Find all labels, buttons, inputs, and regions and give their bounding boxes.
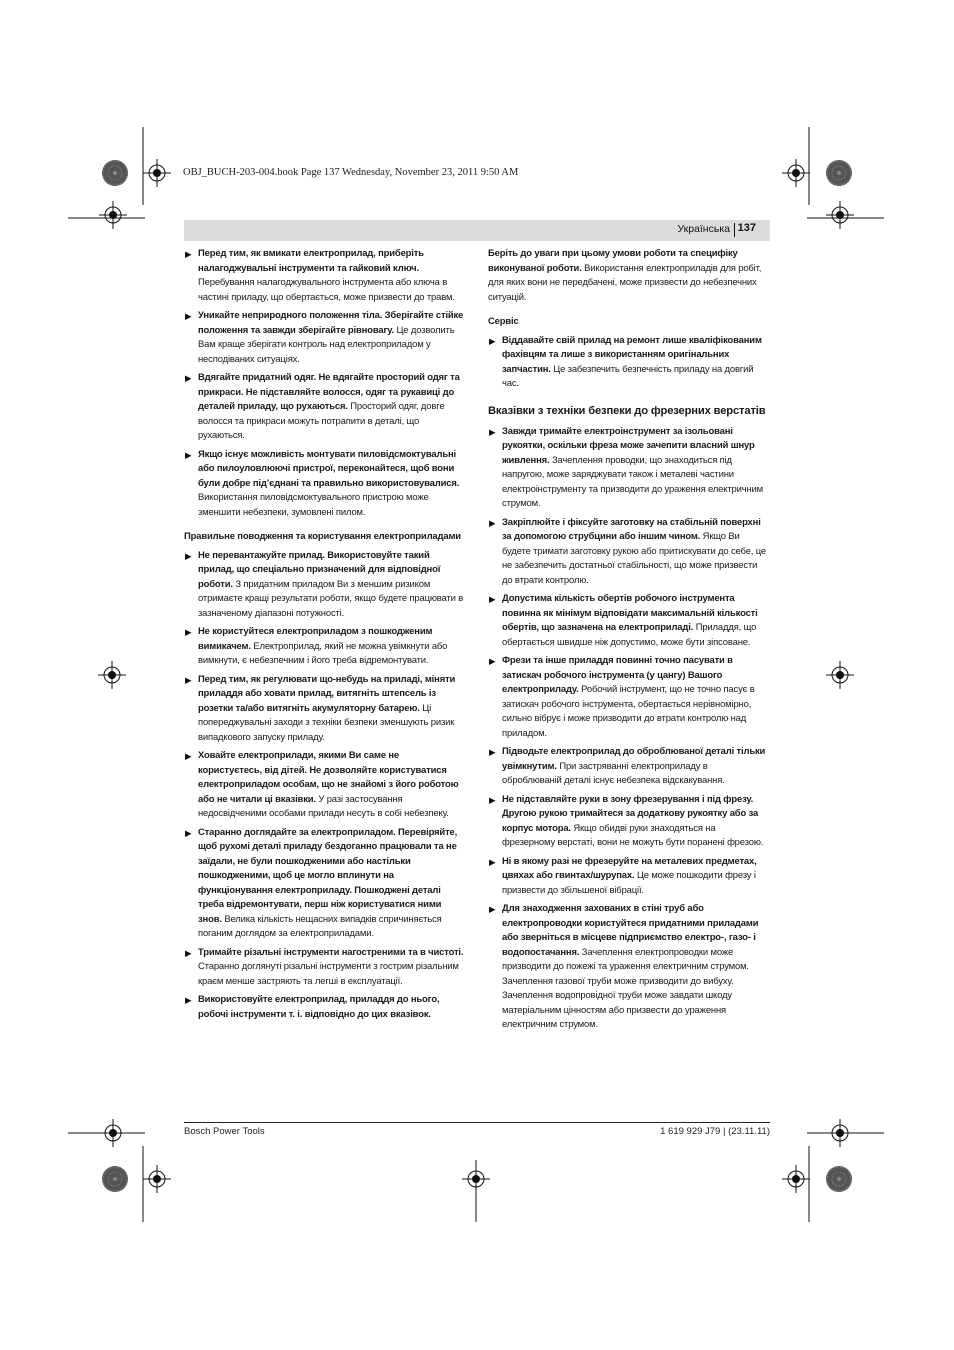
safety-bullet [488, 855, 768, 899]
safety-bullet [184, 826, 464, 942]
instruction-bold: Підводьте електроприлад до оброблюваної деталі тільки увімкнутим. [502, 746, 766, 772]
instruction-explanation: Якщо Ви будете тримати заготовку рукою або притискувати до себе, це не забезпечить достатньої стабільності, що може призвести до втрати контролю. [502, 531, 766, 586]
triangle-bullet-icon: ▶ [185, 947, 192, 958]
instruction-explanation: Електроприлад, який не можна увімкнути або вимкнути, є небезпечним і його треба відремонтувати. [198, 640, 448, 666]
triangle-bullet-icon: ▶ [185, 550, 192, 561]
triangle-bullet-icon: ▶ [185, 449, 192, 460]
instruction-bold: Не користуйтеся електроприладом з пошкодженим вимикачем. [198, 626, 433, 652]
safety-bullet [488, 334, 768, 392]
instruction-explanation: Зачеплення проводки, що знаходиться під напругою, може заряджувати також і металеві частини електроінструменту та призводити до ураження електричним струмом. [502, 454, 764, 509]
instruction-bold: Фрези та інше приладдя повинні точно пасувати в затискач робочого інструмента (у цангу) Вашого електроприладу. [502, 655, 733, 695]
instruction-bold: Допустима кількість обертів робочого інструмента повинна як мінімум відповідати максимальній кількості обертів, що зазначена на електроприладі. [502, 593, 758, 633]
instruction-bold: Вдягайте придатний одяг. Не вдягайте просторий одяг та прикраси. Не підставляйте волосся, одяг та рукавиці до деталей приладу, що рухаються. [198, 372, 460, 412]
instruction-bold: Закріплюйте і фіксуйте заготовку на стабільній поверхні за допомогою струбцини або іншим чином. [502, 516, 761, 542]
safety-bullet [184, 371, 464, 444]
triangle-bullet-icon: ▶ [489, 747, 496, 757]
triangle-bullet-icon: ▶ [185, 249, 192, 259]
print-slug: OBJ_BUCH-203-004.book Page 137 Wednesday, November 23, 2011 9:50 AM [183, 167, 519, 178]
instruction-bold: Старанно доглядайте за електроприладом. Перевіряйте, щоб рухомі деталі приладу бездоганно працювали та не заїдали, не були пошкодженими або настільки пошкодженими, щоб це могло вплинути на функціонування електроприладу. Пошкоджені деталі треба відремонтувати, перш ніж користуватися ними знов. [198, 826, 458, 925]
instruction-bold: Ні в якому разі не фрезеруйте на металевих предметах, цвяхах або гвинтах/шурупах. [502, 855, 757, 881]
instruction-explanation: Ці попереджувальні заходи з техніки безпеки зменшують ризик випадкового запуску приладу. [198, 702, 455, 743]
instruction-explanation: Велика кількість нещасних випадків спричиняється поганим доглядом за електроприладами. [198, 913, 442, 939]
safety-bullet [184, 549, 464, 622]
safety-bullet [184, 309, 464, 367]
instruction-explanation: Це може пошкодити фрезу і призвести до збільшеної вібрації. [502, 870, 756, 896]
instruction-explanation: У разі застосування недосвідченими особами прилади несуть в собі небезпеку. [198, 793, 449, 819]
safety-bullet [184, 625, 464, 669]
page-header [184, 220, 770, 241]
instruction-explanation: Якщо обидві руки знаходяться на фрезерному верстаті, вони не можуть бути поранені фрезою. [502, 822, 764, 848]
safety-bullet [488, 745, 768, 789]
triangle-bullet-icon: ▶ [489, 856, 496, 867]
safety-bullet [184, 993, 464, 1022]
triangle-bullet-icon: ▶ [489, 794, 496, 805]
section-heading: Вказівки з техніки безпеки до фрезерних верстатів [488, 404, 766, 417]
instruction-bold: Для знаходження захованих в стіні труб або електропроводки користуйтеся придатними приладами або зверніться в місцеве підприємство електро-, газо- і водопостачання. [502, 903, 759, 958]
footer-rule [184, 1122, 770, 1123]
triangle-bullet-icon: ▶ [489, 904, 496, 914]
paragraph-continuation [488, 247, 768, 305]
instruction-explanation: З придатним приладом Ви з меншим ризиком отримаєте кращі результати роботи, якщо будете працювати в зазначеному діапазоні потужності. [198, 578, 464, 619]
right-column [488, 247, 768, 1037]
instruction-bold: Уникайте неприродного положення тіла. Зберігайте стійке положення та завжди зберігайте рівновагу. [198, 310, 464, 336]
safety-bullet [488, 516, 768, 589]
header-language: Українська [677, 223, 730, 235]
instruction-bold: Тримайте різальні інструменти нагостреними та в чистоті. [198, 946, 464, 958]
triangle-bullet-icon: ▶ [185, 373, 192, 383]
subheading: Сервіс [488, 316, 519, 327]
instruction-bold: Не перевантажуйте прилад. Використовуйте такий прилад, що спеціально призначений для відповідної роботи. [198, 549, 441, 590]
triangle-bullet-icon: ▶ [489, 426, 496, 437]
footer-doc-code: 1 619 929 J79 | (23.11.11) [660, 1126, 770, 1137]
safety-bullet [184, 749, 464, 822]
instruction-bold: Перед тим, як регулювати що-небудь на приладі, міняти приладдя або ховати прилад, витягніть штепсель із розетки та/або витягніть акумуляторну батарею. [198, 673, 456, 714]
triangle-bullet-icon: ▶ [185, 311, 192, 321]
instruction-explanation: Просторий одяг, довге волосся та прикраси можуть потрапити в деталі, що рухаються. [198, 401, 445, 441]
instruction-explanation: Робочий інструмент, що не точно пасує в затискач робочого інструмента, обертається нерівномірно, сильно вібрує і може призводити до втрати контролю над приладом. [502, 684, 755, 739]
subheading: Правильне поводження та користування електроприладами [184, 531, 461, 542]
instruction-explanation: При застряванні електроприладу в оброблюваній деталі існує небезпека відскакування. [502, 760, 725, 786]
instruction-bold: Не підставляйте руки в зону фрезерування і під фрезу. Другою рукою тримайтеся за додаткову рукоятку або за корпус мотора. [502, 793, 759, 834]
triangle-bullet-icon: ▶ [489, 517, 496, 528]
instruction-explanation: Використання пиловідсмоктувального пристрою може зменшити небезпеки, зумовлені пилом. [198, 492, 429, 518]
instruction-explanation: Використання електроприладів для робіт, для яких вони не передбачені, може призвести до небезпечних ситуацій. [488, 262, 762, 303]
instruction-bold: Перед тим, як вмикати електроприлад, приберіть налагоджувальні інструменти та гайковий ключ. [198, 248, 424, 274]
triangle-bullet-icon: ▶ [185, 674, 192, 685]
header-divider [734, 223, 735, 237]
triangle-bullet-icon: ▶ [185, 627, 192, 637]
triangle-bullet-icon: ▶ [185, 751, 192, 761]
triangle-bullet-icon: ▶ [489, 335, 496, 346]
instruction-bold: Беріть до уваги при цьому умови роботи та специфіку виконуваної роботи. [488, 248, 738, 274]
safety-bullet [488, 902, 768, 1033]
triangle-bullet-icon: ▶ [185, 827, 192, 838]
safety-bullet [488, 425, 768, 512]
safety-bullet [184, 946, 464, 990]
instruction-explanation: Це дозволить Вам краще зберігати контроль над електроприладом у несподіваних ситуаціях. [198, 324, 455, 365]
triangle-bullet-icon: ▶ [489, 594, 496, 604]
instruction-bold: Завжди тримайте електроінструмент за ізольовані рукоятки, оскільки фреза може зачепити власний шнур живлення. [502, 425, 755, 466]
instruction-bold: Якщо існує можливість монтувати пиловідсмоктувальні або пилоуловлюючі пристрої, переконайтеся, щоб вони були добре під’єднані та правильно використовувалися. [198, 448, 460, 489]
instruction-explanation: Зачеплення електропроводки може призводити до пожежі та ураження електричним струмом. Зачеплення газової труби може призводити до вибуху. Зачеплення водопровідної труби може завдати шкоду матеріальним цінностям або призвести до ураження електричним струмом. [502, 946, 749, 1030]
safety-bullet [488, 592, 768, 650]
instruction-explanation: Перебування налагоджувального інструмента або ключа в частині приладу, що обертається, може призвести до травм. [198, 277, 455, 303]
safety-bullet [488, 654, 768, 741]
triangle-bullet-icon: ▶ [185, 995, 192, 1005]
safety-bullet [184, 247, 464, 305]
safety-bullet [184, 673, 464, 746]
page-number: 137 [737, 222, 756, 234]
instruction-bold: Використовуйте електроприлад, приладдя до нього, робочі інструменти т. і. відповідно до цих вказівок. [198, 994, 440, 1020]
instruction-explanation: Старанно доглянуті різальні інструменти з гострим різальним краєм менше застряють та легші в експлуатації. [198, 961, 459, 987]
instruction-explanation: Це забезпечить безпечність приладу на довгий час. [502, 363, 754, 389]
footer-brand: Bosch Power Tools [184, 1126, 265, 1137]
instruction-bold: Віддавайте свій прилад на ремонт лише кваліфікованим фахівцям та лише з використанням оригінальних запчастин. [502, 334, 762, 375]
left-column [184, 247, 464, 1026]
instruction-bold: Ховайте електроприлади, якими Ви саме не користуєтесь, від дітей. Не дозволяйте користуватися електроприладом особам, що не знайомі з його роботою або не читали ці вказівки. [198, 750, 459, 805]
triangle-bullet-icon: ▶ [489, 656, 496, 666]
instruction-explanation: Приладдя, що обертається швидше ніж допустимо, може бути зіпсоване. [502, 622, 757, 648]
safety-bullet [184, 448, 464, 521]
safety-bullet [488, 793, 768, 851]
